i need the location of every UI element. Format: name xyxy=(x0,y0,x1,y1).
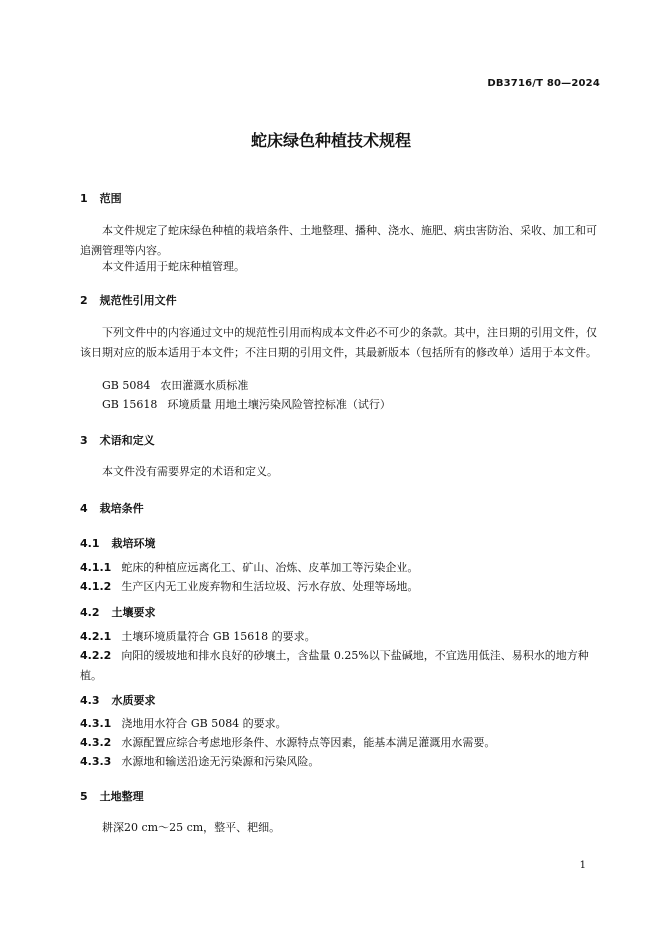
subsection-title: 水质要求 xyxy=(111,694,156,707)
section-5-heading xyxy=(80,788,144,804)
reference-name: 农田灌溉水质标准 xyxy=(160,379,249,392)
subsection-title: 栽培环境 xyxy=(111,537,156,550)
subsection-number: 4.1 xyxy=(80,537,100,550)
reference-item xyxy=(102,396,391,412)
reference-code: GB 15618 xyxy=(102,398,158,411)
section-3-paragraph-1: 本文件没有需要界定的术语和定义。 xyxy=(102,465,278,478)
subsection-title: 土壤要求 xyxy=(111,606,156,619)
clause-number: 4.2.1 xyxy=(80,630,112,643)
clause-4-3-1 xyxy=(80,714,600,734)
section-number: 2 xyxy=(80,294,88,307)
section-5-paragraph-1: 耕深20 cm～25 cm，整平、耙细。 xyxy=(102,821,281,834)
section-number: 4 xyxy=(80,502,88,515)
section-title: 栽培条件 xyxy=(99,502,144,515)
clause-number: 4.2.2 xyxy=(80,649,112,662)
section-4-heading xyxy=(80,500,144,516)
section-title: 土地整理 xyxy=(99,790,144,803)
clause-text: 水源配置应综合考虑地形条件、水源特点等因素，能基本满足灌溉用水需要。 xyxy=(121,736,496,749)
section-number: 3 xyxy=(80,434,88,447)
subsection-4-1-heading xyxy=(80,535,156,551)
document-code: DB3716/T 80—2024 xyxy=(487,78,600,89)
section-1-heading xyxy=(80,190,122,206)
clause-number: 4.3.1 xyxy=(80,717,112,730)
section-title: 术语和定义 xyxy=(99,434,155,447)
subsection-number: 4.2 xyxy=(80,606,100,619)
section-2-heading xyxy=(80,292,177,308)
clause-4-3-2 xyxy=(80,733,600,753)
section-3-heading xyxy=(80,432,155,448)
clause-number: 4.3.2 xyxy=(80,736,112,749)
clause-text: 蛇床的种植应远离化工、矿山、冶炼、皮革加工等污染企业。 xyxy=(121,561,419,574)
page-number: 1 xyxy=(579,860,586,871)
section-number: 5 xyxy=(80,790,88,803)
section-title: 范围 xyxy=(99,192,122,205)
clause-4-3-3 xyxy=(80,752,600,772)
clause-text: 浇地用水符合 GB 5084 的要求。 xyxy=(121,717,287,730)
section-title: 规范性引用文件 xyxy=(99,294,177,307)
clause-4-1-2 xyxy=(80,577,600,597)
reference-item xyxy=(102,377,248,393)
clause-number: 4.3.3 xyxy=(80,755,112,768)
clause-4-2-1 xyxy=(80,627,600,647)
clause-text: 土壤环境质量符合 GB 15618 的要求。 xyxy=(121,630,316,643)
reference-code: GB 5084 xyxy=(102,379,151,392)
clause-text: 水源地和输送沿途无污染源和污染风险。 xyxy=(121,755,320,768)
subsection-4-2-heading xyxy=(80,604,156,620)
clause-text: 生产区内无工业废弃物和生活垃圾、污水存放、处理等场地。 xyxy=(121,580,419,593)
subsection-number: 4.3 xyxy=(80,694,100,707)
subsection-4-3-heading xyxy=(80,692,156,708)
section-1-paragraph-1: 本文件规定了蛇床绿色种植的栽培条件、土地整理、播种、浇水、施肥、病虫害防治、采收、加工和可追溯管理等内容。 xyxy=(80,224,597,257)
reference-name: 环境质量 用地土壤污染风险管控标准（试行） xyxy=(167,398,391,411)
section-1-paragraph-2: 本文件适用于蛇床种植管理。 xyxy=(102,260,245,273)
document-title: 蛇床绿色种植技术规程 xyxy=(250,131,411,150)
clause-text: 向阳的缓坡地和排水良好的砂壤土，含盐量 0.25%以下盐碱地，不宜选用低洼、易积水的地方种植。 xyxy=(80,649,589,682)
section-2-paragraph-1: 下列文件中的内容通过文中的规范性引用而构成本文件必不可少的条款。其中，注日期的引用文件，仅该日期对应的版本适用于本文件；不注日期的引用文件，其最新版本（包括所有的修改单）适用于本文件。 xyxy=(80,326,597,359)
clause-number: 4.1.1 xyxy=(80,561,112,574)
section-number: 1 xyxy=(80,192,88,205)
clause-number: 4.1.2 xyxy=(80,580,112,593)
clause-4-2-2 xyxy=(80,646,600,685)
clause-4-1-1 xyxy=(80,558,600,578)
